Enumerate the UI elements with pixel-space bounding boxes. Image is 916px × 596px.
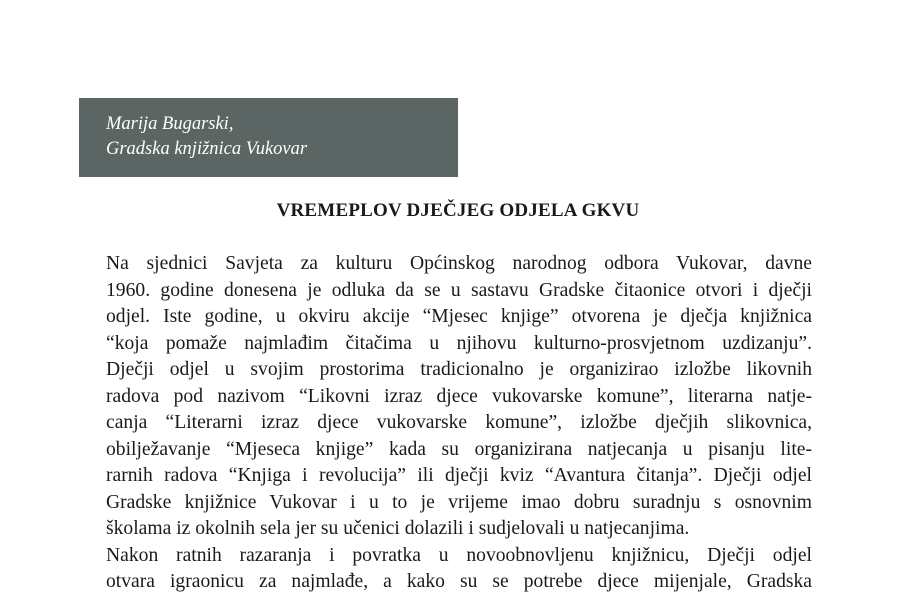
body-line: školama iz okolnih sela jer su učenici dolazili i sudjelovali u natjecanjima. xyxy=(106,518,690,539)
author-name: Marija Bugarski, xyxy=(106,114,234,134)
body-line: Na sjednici Savjeta za kulturu Općinskog narodnog odbora Vukovar, davne xyxy=(106,253,812,274)
author-box xyxy=(79,98,458,177)
article-body xyxy=(106,251,812,596)
body-line: radova pod nazivom “Likovni izraz djece vukovarske komune”, literarna natje- xyxy=(106,385,812,407)
body-line: Dječji odjel u svojim prostorima tradicionalno je organizirao izložbe likovnih xyxy=(106,359,812,380)
body-line: canja “Literarni izraz djece vukovarske komune”, izložbe dječjih slikovnica, xyxy=(106,412,812,433)
body-line: rarnih radova “Knjiga i revolucija” ili dječji kviz “Avantura čitanja”. Dječji odjel xyxy=(106,465,812,486)
body-line: Gradske knjižnice Vukovar i u to je vrijeme imao dobru suradnju s osnovnim xyxy=(106,491,812,513)
body-line: 1960. godine donesena je odluka da se u sastavu Gradske čitaonice otvori i dječji xyxy=(106,279,812,301)
body-line: “koja pomaže najmlađim čitačima u njihovu kulturno-prosvjetnom uzdizanju”. xyxy=(106,332,812,354)
body-line: otvara igraonicu za najmlađe, a kako su se potrebe djece mijenjale, Gradska xyxy=(106,571,812,592)
body-line: Nakon ratnih razaranja i povratka u novoobnovljenu knjižnicu, Dječji odjel xyxy=(106,544,812,566)
author-affiliation: Gradska knjižnica Vukovar xyxy=(106,139,308,159)
article-title: VREMEPLOV DJEČJEG ODJELA GKVU xyxy=(276,200,640,221)
body-line: obilježavanje “Mjeseca knjige” kada su organizirana natjecanja u pisanju lite- xyxy=(106,438,812,460)
body-line: odjel. Iste godine, u okviru akcije “Mjesec knjige” otvorena je dječja knjižnica xyxy=(106,306,812,327)
